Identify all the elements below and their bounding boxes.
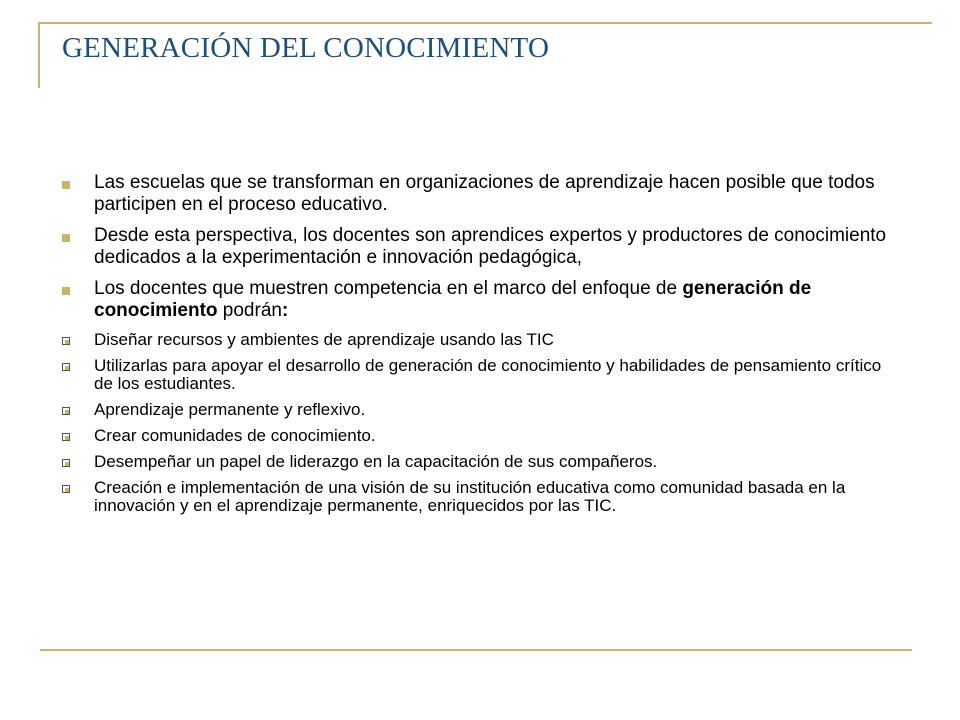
- sub-bullet-item: [62, 427, 892, 445]
- bullet-item: [62, 172, 892, 216]
- sub-bullet-text: Desempeñar un papel de liderazgo en la capacitación de sus compañeros.: [94, 452, 658, 471]
- sub-bullet-list: [62, 331, 892, 515]
- square-bullet-icon: [62, 287, 70, 295]
- sub-bullet-text: Aprendizaje permanente y reflexivo.: [94, 400, 366, 419]
- square-bullet-icon: [62, 181, 70, 189]
- hollow-square-bullet-icon: [62, 363, 70, 371]
- sub-bullet-item: [62, 401, 892, 419]
- hollow-square-bullet-icon: [62, 433, 70, 441]
- bottom-rule: [40, 649, 912, 651]
- bullet-item: [62, 278, 892, 322]
- bullet-text-bold: generación de conocimiento: [94, 278, 812, 321]
- sub-bullet-item: [62, 331, 892, 349]
- bullet-item: [62, 225, 892, 269]
- top-rule: [40, 22, 932, 24]
- sub-bullet-text: Creación e implementación de una visión de su institución educativa como comunidad basada en la innovación y en el aprendizaje permanente, enriquecidos por las TIC.: [94, 478, 846, 515]
- sub-bullet-text: Diseñar recursos y ambientes de aprendizaje usando las TIC: [94, 330, 554, 349]
- bullet-text-end: podrán: [217, 300, 282, 321]
- slide-title: GENERACIÓN DEL CONOCIMIENTO: [62, 32, 550, 64]
- bullet-text-colon: :: [281, 300, 289, 321]
- sub-bullet-item: [62, 453, 892, 471]
- sub-bullet-text: Crear comunidades de conocimiento.: [94, 426, 376, 445]
- bullet-text: Desde esta perspectiva, los docentes son aprendices expertos y productores de conocimiento dedicados a la experimentación e innovación pedagógica,: [94, 225, 887, 268]
- hollow-square-bullet-icon: [62, 485, 70, 493]
- sub-bullet-text: Utilizarlas para apoyar el desarrollo de generación de conocimiento y habilidades de pensamiento crítico de los estudiantes.: [94, 356, 882, 393]
- square-bullet-icon: [62, 234, 70, 242]
- bullet-text: Las escuelas que se transforman en organizaciones de aprendizaje hacen posible que todos participen en el proceso educativo.: [94, 172, 875, 215]
- hollow-square-bullet-icon: [62, 459, 70, 467]
- hollow-square-bullet-icon: [62, 407, 70, 415]
- slide-content: [62, 172, 892, 523]
- left-rule: [38, 22, 40, 88]
- sub-bullet-item: [62, 357, 892, 393]
- bullet-text-start: Los docentes que muestren competencia en el marco del enfoque de: [94, 278, 683, 299]
- hollow-square-bullet-icon: [62, 337, 70, 345]
- sub-bullet-item: [62, 479, 892, 515]
